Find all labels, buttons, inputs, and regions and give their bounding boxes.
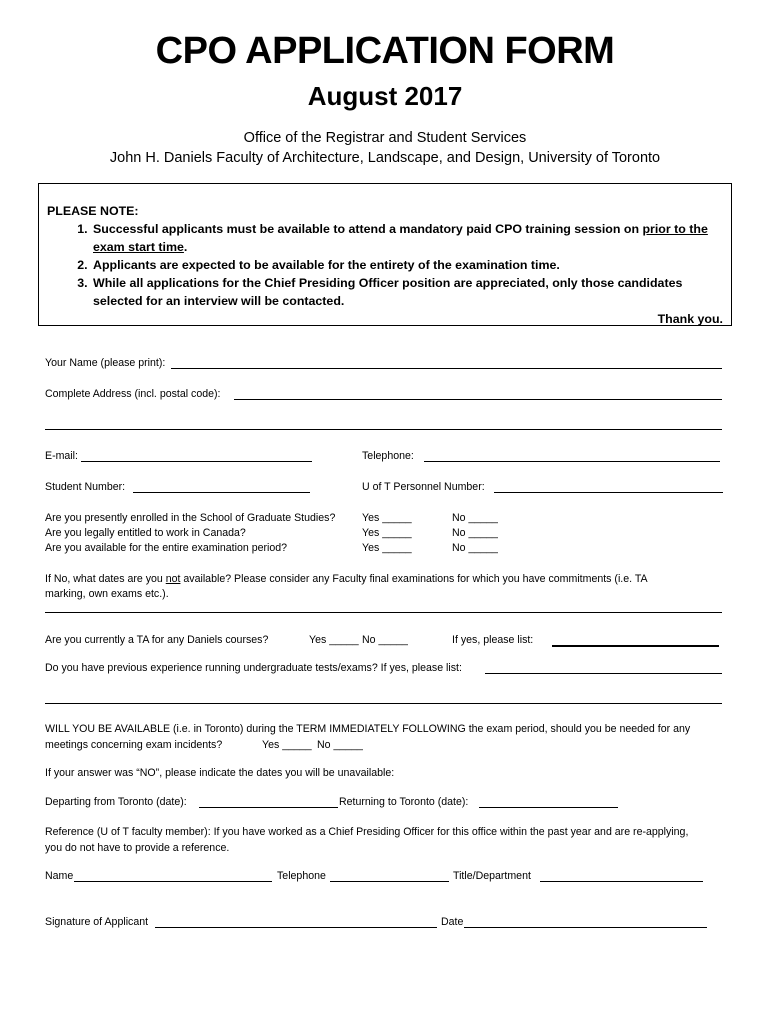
available-yes[interactable]: Yes _____ — [362, 542, 412, 554]
email-field[interactable] — [81, 461, 312, 462]
form-date: August 2017 — [307, 81, 463, 111]
if-no-question: If No, what dates are you not available? Please consider any Faculty final examinations for which you have commitments (i.e. TA — [45, 573, 648, 585]
personnel-number-label: U of T Personnel Number: — [362, 481, 485, 493]
sgs-no[interactable]: No _____ — [452, 512, 498, 524]
ref-name-field[interactable] — [74, 881, 272, 882]
name-field[interactable] — [171, 368, 722, 369]
faculty-name: John H. Daniels Faculty of Architecture, Landscape, and Design, University of Toronto — [109, 150, 661, 166]
note-thanks: Thank you. — [657, 312, 723, 326]
available-no[interactable]: No _____ — [452, 542, 498, 554]
address-field[interactable] — [234, 399, 722, 400]
telephone-label: Telephone: — [362, 450, 414, 462]
signature-label: Signature of Applicant — [45, 916, 149, 928]
address-field-line-2[interactable] — [45, 429, 722, 430]
ta-courses-field[interactable] — [552, 645, 719, 647]
returning-date-field[interactable] — [479, 807, 618, 808]
date-label: Date — [441, 916, 464, 928]
note-item-1: 1. Successful applicants must be available to attend a mandatory paid CPO training session on prior to the exam start time. — [91, 220, 723, 256]
question-available: Are you available for the entire examination period? — [45, 542, 288, 554]
not-emphasis: not — [165, 573, 181, 585]
work-no[interactable]: No _____ — [452, 527, 498, 539]
date-field[interactable] — [464, 927, 707, 928]
if-no-question-line-2: marking, own exams etc.). — [45, 588, 169, 600]
departing-date-field[interactable] — [199, 807, 338, 808]
unavailable-dates-prompt: If your answer was “NO”, please indicate the dates you will be unavailable: — [45, 767, 395, 779]
ref-title-label: Title/Department — [453, 870, 531, 882]
ref-telephone-label: Telephone — [277, 870, 326, 882]
telephone-field[interactable] — [424, 461, 720, 462]
returning-label: Returning to Toronto (date): — [339, 796, 469, 808]
question-work: Are you legally entitled to work in Canada? — [45, 527, 246, 539]
signature-field[interactable] — [155, 927, 437, 928]
sgs-yes[interactable]: Yes _____ — [362, 512, 412, 524]
unavailable-dates-field[interactable] — [45, 612, 722, 613]
departing-label: Departing from Toronto (date): — [45, 796, 187, 808]
will-available-question: WILL YOU BE AVAILABLE (i.e. in Toronto) during the TERM IMMEDIATELY FOLLOWING the exam period, should you be needed for any — [45, 723, 691, 735]
please-note-box — [38, 183, 732, 326]
reference-instructions: Reference (U of T faculty member): If you have worked as a Chief Presiding Officer for this office within the past year and are re-applying, — [45, 826, 689, 838]
will-available-question-line-2: meetings concerning exam incidents? — [45, 739, 223, 751]
note-item-2: 2. Applicants are expected to be available for the entirety of the examination time. — [91, 256, 723, 274]
note-list — [47, 220, 723, 310]
experience-question: Do you have previous experience running undergraduate tests/exams? If yes, please list: — [45, 662, 462, 674]
address-label: Complete Address (incl. postal code): — [45, 388, 221, 400]
ta-if-yes-label: If yes, please list: — [452, 634, 534, 646]
will-available-yes[interactable]: Yes _____ — [262, 739, 312, 751]
ta-yes[interactable]: Yes _____ — [309, 634, 359, 646]
will-available-no[interactable]: No _____ — [317, 739, 363, 751]
ref-telephone-field[interactable] — [330, 881, 449, 882]
ref-name-label: Name — [45, 870, 74, 882]
student-number-label: Student Number: — [45, 481, 126, 493]
note-heading: PLEASE NOTE: — [47, 204, 139, 218]
ta-question: Are you currently a TA for any Daniels courses? — [45, 634, 269, 646]
note-item-3: 3. While all applications for the Chief Presiding Officer position are appreciated, only those candidates selected for an interview will be contacted. — [91, 274, 723, 310]
question-sgs: Are you presently enrolled in the School of Graduate Studies? — [45, 512, 336, 524]
personnel-number-field[interactable] — [494, 492, 723, 493]
ref-title-field[interactable] — [540, 881, 703, 882]
note-emphasis: prior to the exam start time — [93, 222, 708, 254]
reference-instructions-line-2: you do not have to provide a reference. — [45, 842, 230, 854]
form-title: CPO APPLICATION FORM — [155, 30, 615, 72]
work-yes[interactable]: Yes _____ — [362, 527, 412, 539]
experience-field-line-2[interactable] — [45, 703, 722, 704]
ta-no[interactable]: No _____ — [362, 634, 408, 646]
email-label: E-mail: — [45, 450, 78, 462]
office-name: Office of the Registrar and Student Services — [243, 130, 527, 146]
name-label: Your Name (please print): — [45, 357, 166, 369]
experience-field[interactable] — [485, 673, 722, 674]
student-number-field[interactable] — [133, 492, 310, 493]
